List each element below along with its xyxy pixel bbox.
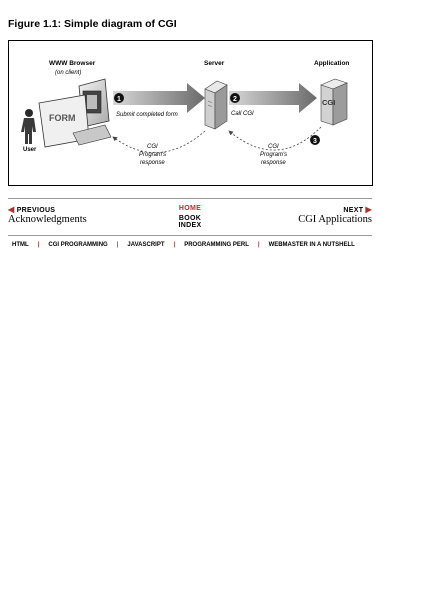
book-index-button[interactable]: BOOK INDEX bbox=[178, 215, 202, 229]
link-separator: | bbox=[116, 242, 119, 248]
step-1-label: Submit completed form bbox=[116, 112, 178, 118]
response-arrow-left bbox=[113, 131, 205, 153]
server-label: Server bbox=[204, 60, 225, 67]
previous-label: PREVIOUS bbox=[16, 207, 56, 214]
home-nav bbox=[168, 205, 212, 229]
response-left-line-2: Program's bbox=[139, 152, 167, 158]
next-title-link[interactable]: CGI Applications bbox=[298, 214, 372, 225]
user-label: User bbox=[23, 147, 37, 153]
application-label: Application bbox=[314, 60, 350, 67]
arrow-right-icon: ▶ bbox=[365, 205, 372, 214]
bottom-divider bbox=[8, 235, 372, 236]
form-label: FORM bbox=[49, 113, 76, 123]
cgi-box-label: CGI bbox=[322, 98, 336, 107]
link-cgi-programming[interactable]: CGI PROGRAMMING bbox=[48, 242, 108, 248]
user-icon bbox=[21, 109, 36, 144]
link-separator: | bbox=[257, 242, 260, 248]
step-2-label: Call CGI bbox=[231, 111, 254, 117]
step-2-number: 2 bbox=[233, 96, 237, 103]
browser-sub-label: (on client) bbox=[55, 70, 82, 76]
next-nav bbox=[298, 205, 372, 225]
link-javascript[interactable]: JAVASCRIPT bbox=[127, 242, 165, 248]
link-programming-perl[interactable]: PROGRAMMING PERL bbox=[184, 242, 249, 248]
link-webmaster-in-a-nutshell[interactable]: WEBMASTER IN A NUTSHELL bbox=[268, 242, 355, 248]
response-right-line-1: CGI bbox=[268, 144, 279, 150]
step-1-number: 1 bbox=[117, 96, 121, 103]
top-divider bbox=[8, 198, 372, 199]
application-box bbox=[321, 79, 347, 125]
book-links-bar bbox=[12, 242, 372, 248]
cgi-diagram bbox=[8, 40, 373, 186]
arrow-left-icon: ◀ bbox=[8, 205, 15, 214]
response-right-line-2: Program's bbox=[260, 152, 288, 158]
browser-label: WWW Browser bbox=[49, 60, 96, 67]
figure-caption: Figure 1.1: Simple diagram of CGI bbox=[8, 18, 177, 30]
request-arrow-1 bbox=[113, 83, 205, 113]
next-button[interactable] bbox=[298, 205, 372, 214]
browser-computer bbox=[39, 79, 111, 147]
previous-nav bbox=[8, 205, 87, 225]
server-tower bbox=[205, 81, 227, 129]
next-label: NEXT bbox=[343, 207, 364, 214]
previous-title-link[interactable]: Acknowledgments bbox=[8, 214, 87, 225]
request-arrow-2 bbox=[229, 83, 317, 113]
response-right-line-3: response bbox=[261, 160, 286, 166]
response-left-line-3: response bbox=[140, 160, 165, 166]
response-left-line-1: CGI bbox=[147, 144, 158, 150]
link-html[interactable]: HTML bbox=[12, 242, 29, 248]
link-separator: | bbox=[173, 242, 176, 248]
home-button[interactable]: HOME bbox=[178, 205, 202, 212]
link-separator: | bbox=[37, 242, 40, 248]
step-3-number: 3 bbox=[313, 138, 317, 145]
previous-button[interactable] bbox=[8, 205, 87, 214]
